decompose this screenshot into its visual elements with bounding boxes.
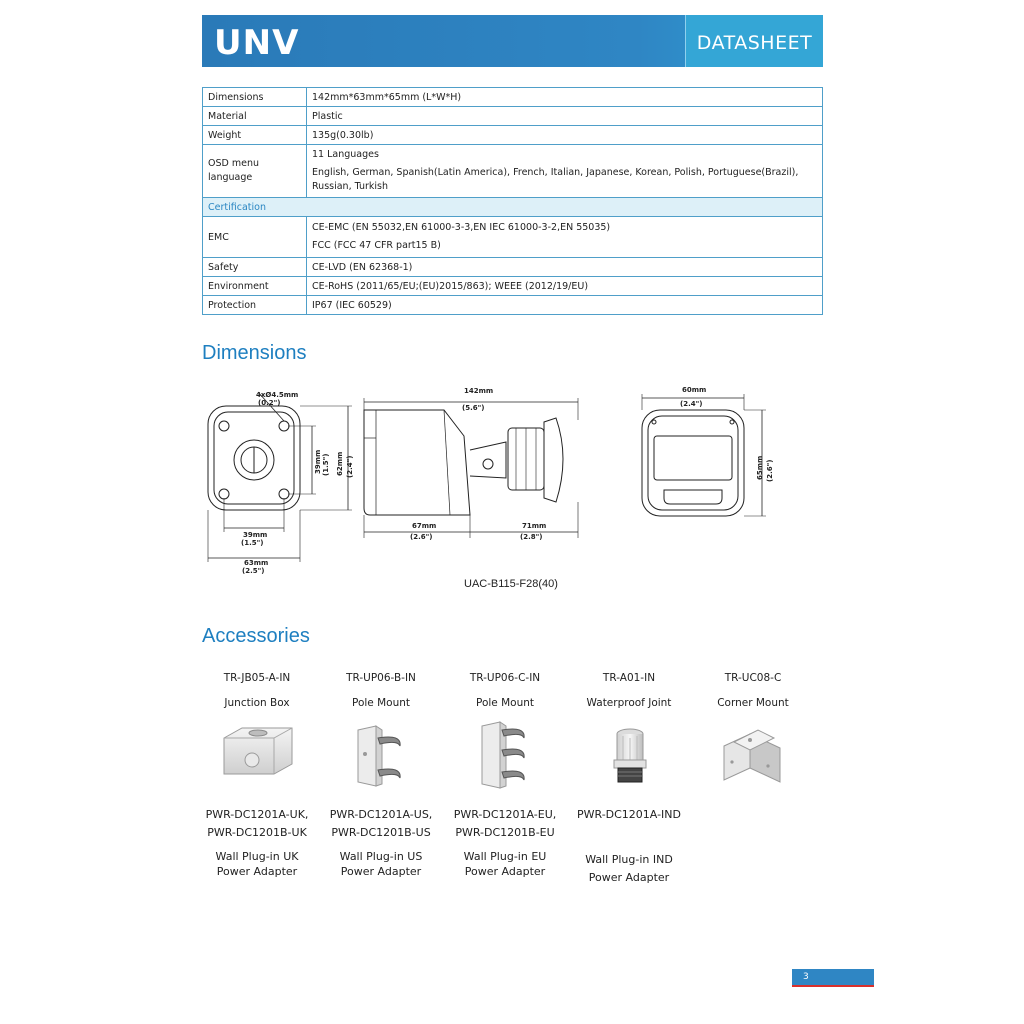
adapter-model: PWR-DC1201B-UK xyxy=(207,826,307,839)
dim-rear-width: 60mm xyxy=(682,386,707,394)
rear-inner-outline xyxy=(648,416,738,510)
page-number: 3 xyxy=(803,972,809,982)
spec-value-line: FCC (FCC 47 CFR part15 B) xyxy=(312,240,441,251)
spec-value: CE-LVD (EN 62368-1) xyxy=(307,258,823,277)
accessory-name: Pole Mount xyxy=(475,697,534,709)
spec-value-line: Russian, Turkish xyxy=(312,181,389,192)
spec-row-emc xyxy=(203,217,823,258)
header-banner xyxy=(202,15,823,67)
spec-value: CE-RoHS (2011/65/EU;(EU)2015/863); WEEE (2012/19/EU) xyxy=(307,277,823,296)
dim-rear-width-in: (2.4") xyxy=(680,400,703,408)
accessory-name: Corner Mount xyxy=(717,697,789,709)
dim-rear-height-in: (2.6") xyxy=(766,459,774,482)
dim-w-inner: 39mm xyxy=(243,531,268,539)
adapter-name: Power Adapter xyxy=(588,871,670,884)
spec-label xyxy=(203,145,307,198)
adapter-name: Power Adapter xyxy=(216,865,298,878)
spec-row-weight xyxy=(203,126,823,145)
accessory-item xyxy=(197,672,317,709)
accessory-name: Junction Box xyxy=(224,697,290,709)
rear-label-area xyxy=(664,490,722,504)
spec-section-certification xyxy=(203,198,823,217)
adapter-item xyxy=(197,808,317,878)
spec-row-protection xyxy=(203,296,823,315)
dim-h-outer: 62mm xyxy=(336,451,344,476)
dim-seg2-in: (2.8") xyxy=(520,533,543,541)
spec-row-material xyxy=(203,107,823,126)
spec-row-dimensions xyxy=(203,88,823,107)
brand-logo: UNV xyxy=(214,23,300,63)
spec-table xyxy=(202,87,823,315)
adapter-name: Wall Plug-in UK xyxy=(215,850,299,863)
screw-hole xyxy=(279,489,289,499)
adapter-item xyxy=(569,808,689,884)
adapter-item xyxy=(321,808,441,878)
spec-row-safety xyxy=(203,258,823,277)
spec-value-line: CE-EMC (EN 55032,EN 61000-3-3,EN IEC 61000-3-2,EN 55035) xyxy=(312,222,611,233)
accessory-item xyxy=(445,672,565,709)
dim-seg2: 71mm xyxy=(522,522,547,530)
dim-h-outer-in: (2.4") xyxy=(346,455,354,478)
side-joint xyxy=(483,459,493,469)
dim-h-inner: 39mm xyxy=(314,449,322,474)
spec-label: Weight xyxy=(203,126,307,145)
spec-row-environment xyxy=(203,277,823,296)
adapter-name: Power Adapter xyxy=(464,865,546,878)
dim-length: 142mm xyxy=(464,387,494,395)
dim-holes: 4xØ4.5mm xyxy=(256,391,299,399)
corner-mount-image xyxy=(720,728,784,790)
side-mount-plate xyxy=(544,418,563,502)
datasheet-label: DATASHEET xyxy=(696,32,813,54)
spec-label: Protection xyxy=(203,296,307,315)
section-label: Certification xyxy=(203,198,823,217)
accessory-model: TR-UC08-C xyxy=(724,672,782,684)
adapter-name: Power Adapter xyxy=(340,865,422,878)
adapter-model: PWR-DC1201A-US, xyxy=(329,808,433,821)
accessory-name: Waterproof Joint xyxy=(586,697,672,709)
adapter-item xyxy=(445,808,565,878)
dimensions-title: Dimensions xyxy=(202,342,307,364)
spec-value: 135g(0.30lb) xyxy=(307,126,823,145)
rear-window xyxy=(654,436,732,480)
accessory-model: TR-JB05-A-IN xyxy=(223,672,291,684)
dim-w-inner-in: (1.5") xyxy=(241,539,264,547)
accessory-model: TR-UP06-C-IN xyxy=(469,672,541,684)
junction-box-image xyxy=(220,724,296,778)
accessory-model: TR-A01-IN xyxy=(602,672,656,684)
spec-value-line: 11 Languages xyxy=(312,149,379,160)
spec-label-line: OSD menu xyxy=(208,158,259,169)
spec-label: Material xyxy=(203,107,307,126)
dim-seg1: 67mm xyxy=(412,522,437,530)
front-view-drawing xyxy=(200,380,360,575)
adapter-model: PWR-DC1201A-UK, xyxy=(205,808,309,821)
accessory-item xyxy=(569,672,689,709)
spec-value: 142mm*63mm*65mm (L*W*H) xyxy=(307,88,823,107)
dim-w-outer-in: (2.5") xyxy=(242,567,265,575)
dim-h-inner-in: (1.5") xyxy=(322,453,330,476)
model-caption: UAC-B115-F28(40) xyxy=(464,578,558,590)
rear-outline xyxy=(642,410,744,516)
dim-rear-height: 65mm xyxy=(756,455,764,480)
spec-value: Plastic xyxy=(307,107,823,126)
accessories-title: Accessories xyxy=(202,625,310,647)
spec-value: IP67 (IEC 60529) xyxy=(307,296,823,315)
spec-label: Safety xyxy=(203,258,307,277)
adapter-name: Wall Plug-in IND xyxy=(585,853,673,866)
accessory-item xyxy=(321,672,441,709)
dim-w-outer: 63mm xyxy=(244,559,269,567)
spec-value-line: English, German, Spanish(Latin America), French, Italian, Japanese, Korean, Polish, Portuguese(Brazil), xyxy=(312,167,799,178)
spec-label-line: language xyxy=(208,172,253,183)
screw-hole xyxy=(219,489,229,499)
datasheet-badge xyxy=(685,15,823,67)
dim-seg1-in: (2.6") xyxy=(410,533,433,541)
screw-hole xyxy=(279,421,289,431)
side-arm xyxy=(470,442,506,478)
waterproof-joint-image xyxy=(606,726,654,786)
accessory-name: Pole Mount xyxy=(351,697,410,709)
spec-row-osd xyxy=(203,145,823,198)
spec-label: Environment xyxy=(203,277,307,296)
accessory-item xyxy=(693,672,813,709)
adapter-name: Wall Plug-in US xyxy=(339,850,423,863)
adapter-model: PWR-DC1201B-US xyxy=(331,826,431,839)
side-body-outline xyxy=(364,410,470,515)
pole-mount-c-image xyxy=(474,720,534,790)
adapter-name: Wall Plug-in EU xyxy=(463,850,547,863)
spec-label: Dimensions xyxy=(203,88,307,107)
screw-hole xyxy=(219,421,229,431)
accessory-model: TR-UP06-B-IN xyxy=(346,672,416,684)
dim-holes-in: (0.2") xyxy=(258,399,281,407)
adapter-model: PWR-DC1201A-IND xyxy=(576,808,682,821)
adapter-model: PWR-DC1201B-EU xyxy=(455,826,555,839)
pole-mount-b-image xyxy=(350,724,410,788)
spec-label: EMC xyxy=(203,217,307,258)
dim-length-in: (5.6") xyxy=(462,404,485,412)
adapter-model: PWR-DC1201A-EU, xyxy=(453,808,557,821)
spec-value xyxy=(307,145,823,198)
spec-value xyxy=(307,217,823,258)
page-number-tab xyxy=(792,969,874,987)
side-view-drawing xyxy=(356,380,596,555)
rear-view-drawing xyxy=(636,380,786,540)
